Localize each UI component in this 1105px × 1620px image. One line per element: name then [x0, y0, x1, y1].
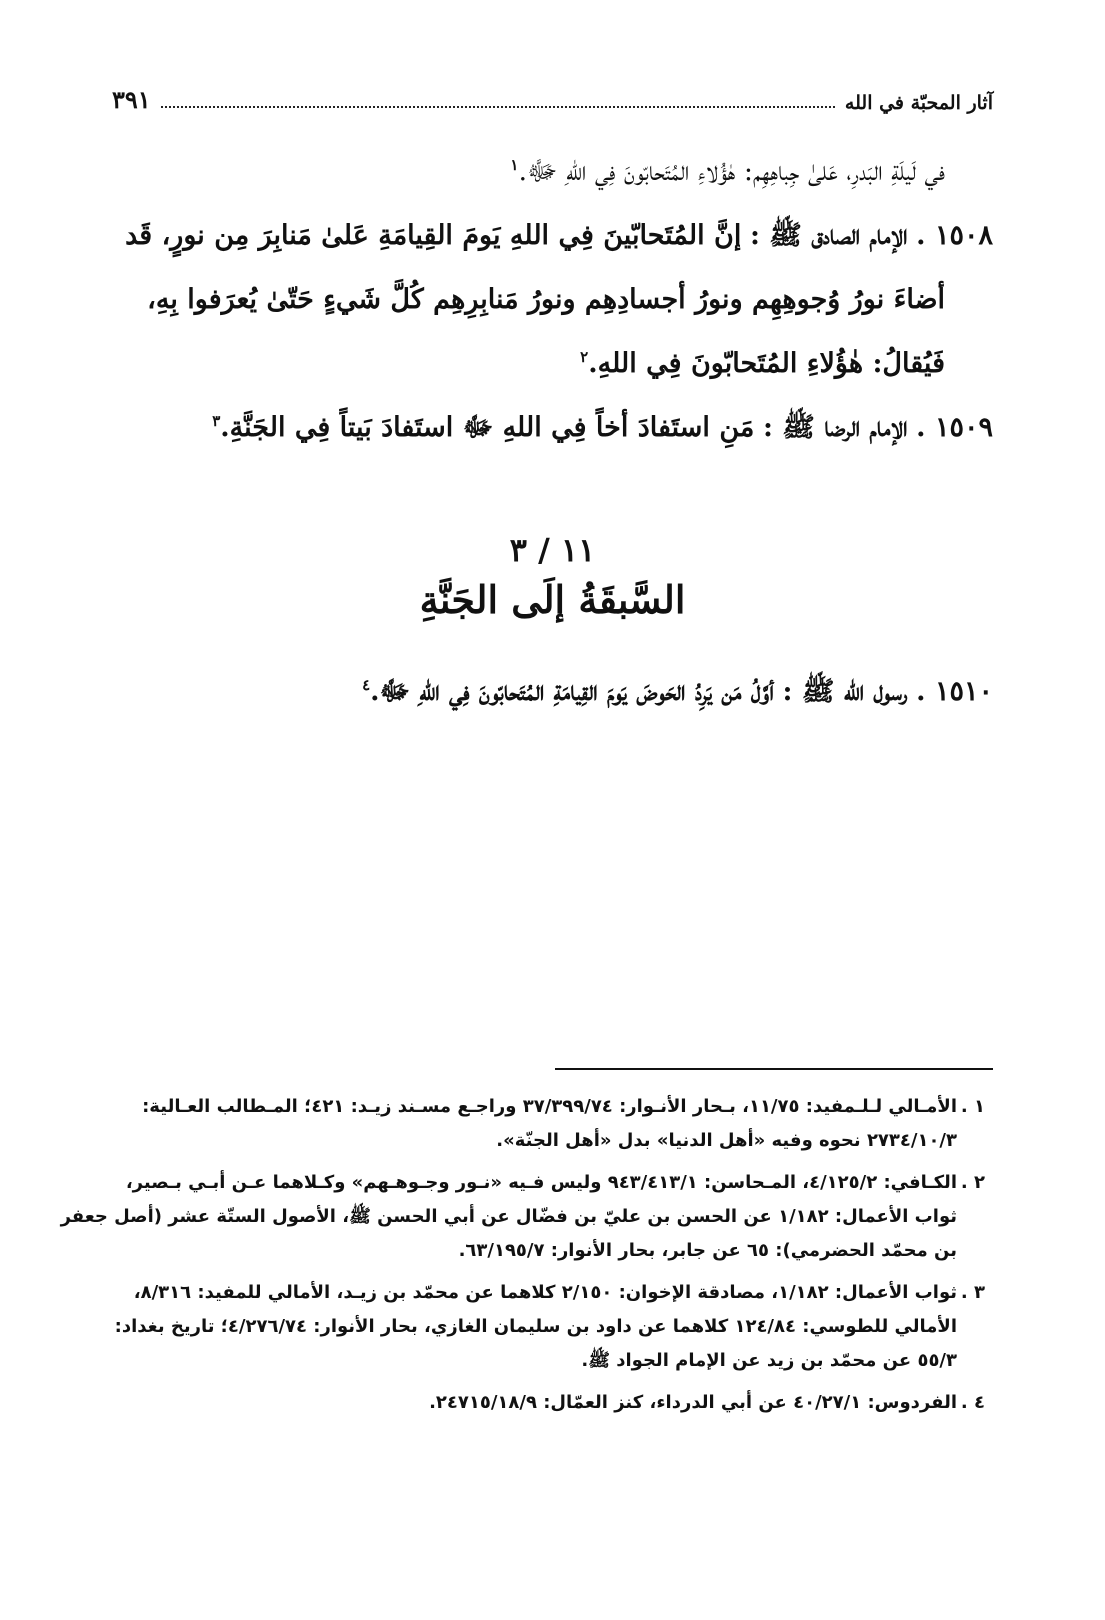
continuation-text: في لَيلَةِ البَدرِ، عَلىٰ جِباهِهِم: هٰؤُلاءِ المُتَحابّونَ فِي اللهِ ﷻ.	[518, 156, 945, 187]
footnote-2	[60, 1166, 985, 1268]
footnote-text: الأمـالي لـلـمفيد: ١١/٧٥، بـحار الأنـوار: ٣٧/٣٩٩/٧٤ وراجـع مسـند زيـد: ٤٢١؛ المـطالب العـالية:	[142, 1096, 957, 1117]
footnote-line	[110, 1386, 985, 1420]
header-leader-dots	[161, 106, 835, 108]
hadith-1509	[112, 396, 993, 460]
hadith-text: أوَّلُ مَن يَرِدُ الحَوضَ يَومَ القِيامَةِ المُتَحابّونَ فِي اللهِ ﷻ.	[370, 676, 774, 707]
hadith-speaker: الإمام الصادق ﷺ :	[749, 220, 908, 251]
hadith-text: إنَّ المُتَحابّينَ فِي اللهِ يَومَ القِيامَةِ عَلىٰ مَنابِرَ مِن نورٍ، قَد	[125, 220, 742, 251]
hadith-speaker: رسول الله ﷺ :	[782, 676, 908, 707]
footnote-line	[110, 1276, 985, 1310]
footnote-line	[110, 1166, 985, 1200]
main-text	[112, 140, 993, 460]
section-number: ١١ / ٣	[509, 531, 596, 569]
hadith-number: ١٥٠٩ .	[916, 412, 993, 443]
hadith-1508	[112, 204, 993, 396]
footnote-text: الفردوس: ٤٠/٢٧/١ عن أبي الدرداء، كنز العمّال: ٢٤٧١٥/١٨/٩.	[429, 1392, 957, 1413]
book-title: آثار المحبّة في الله	[844, 92, 993, 114]
hadith-line	[112, 396, 993, 460]
footnote-ref: ١	[510, 156, 519, 174]
footnote-ref: ٣	[212, 412, 221, 430]
footnote-ref: ٢	[580, 348, 589, 366]
section-title: السَّبقَةُ إلَى الجَنَّةِ	[419, 577, 686, 622]
hadith-number: ١٥٠٨ .	[916, 220, 993, 251]
hadith-line	[112, 660, 993, 724]
hadith-line	[112, 204, 993, 268]
hadith-text: مَنِ استَفادَ أخاً فِي اللهِ ﷻ استَفادَ بَيتاً فِي الجَنَّةِ.	[220, 412, 755, 443]
footnote-number: ٤ .	[960, 1392, 985, 1413]
page-number: ٣٩١	[112, 85, 151, 114]
footnote-text: الأمالي للطوسي: ١٢٤/٨٤ كلاهما عن داود بن سليمان الغازي، بحار الأنوار: ٤/٢٧٦/٧٤؛ تاريخ بغداد:	[114, 1316, 957, 1337]
hadith-line	[112, 332, 993, 396]
footnote-separator	[555, 1068, 993, 1070]
section-heading	[0, 530, 1105, 630]
footnote-text: ثواب الأعمال: ١/١٨٢، مصادقة الإخوان: ٢/١٥٠ كلاهما عن محمّد بن زيـد، الأمالي للمفيد: ٨/٣١٦،	[133, 1282, 957, 1303]
footnote-ref: ٤	[362, 676, 371, 694]
footnotes	[60, 1090, 985, 1428]
footnote-3	[110, 1276, 985, 1378]
footnote-text: ٥٥/٣ عن محمّد بن زيد عن الإمام الجواد ﷺ.	[581, 1350, 957, 1371]
footnote-text: بن محمّد الحضرمي): ٦٥ عن جابر، بحار الأنوار: ٦٣/١٩٥/٧.	[458, 1240, 957, 1261]
hadith-text: أضاءَ نورُ وُجوهِهِم ونورُ أجسادِهِم ونورُ مَنابِرِهِم كُلَّ شَيءٍ حَتّىٰ يُعرَفوا بِهِ،	[147, 284, 945, 315]
hadith-number: ١٥١٠ .	[916, 676, 993, 707]
footnote-4	[110, 1386, 985, 1420]
hadith-line	[112, 268, 993, 332]
footnote-number: ١ .	[960, 1096, 985, 1117]
continuation-line	[112, 140, 993, 204]
footnote-line	[110, 1090, 985, 1124]
footnote-text: ثواب الأعمال: ١/١٨٢ عن الحسن بن عليّ بن فضّال عن أبي الحسن ﷺ، الأصول الستّة عشر (أصل جعفر	[60, 1206, 957, 1227]
footnote-text: الكـافي: ٤/١٢٥/٢، المـحاسن: ٩٤٣/٤١٣/١ وليس فـيه «نـور وجـوهـهم» وكـلاهما عـن أبـي بـصير،	[125, 1172, 957, 1193]
footnote-1	[110, 1090, 985, 1158]
running-header	[112, 70, 993, 114]
hadith-text: فَيُقالُ: هٰؤُلاءِ المُتَحابّونَ فِي اللهِ.	[588, 348, 945, 379]
footnote-number: ٢ .	[960, 1172, 985, 1193]
hadith-speaker: الإمام الرضا ﷺ :	[762, 412, 908, 443]
hadith-1510	[112, 660, 993, 724]
footnote-number: ٣ .	[960, 1282, 985, 1303]
footnote-text: ٢٧٣٤/١٠/٣ نحوه وفيه «أهل الدنيا» بدل «أهل الجنّة».	[496, 1130, 957, 1151]
